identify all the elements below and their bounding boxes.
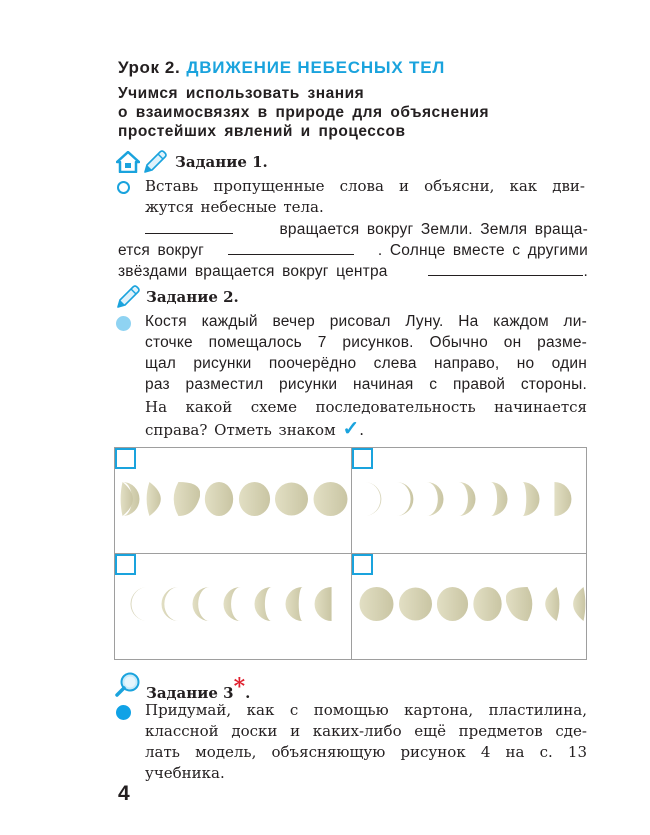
instruction-line: Вставь пропущенные слова и объясни, как дви- [145, 177, 585, 195]
moon-phase-icon [314, 587, 334, 621]
blank-field-2[interactable] [228, 240, 354, 255]
text-line: Костя каждый вечер рисовал Луну. На каждом ли- [145, 313, 587, 330]
moon-phase-icon [392, 482, 414, 516]
moon-phase-icon [488, 482, 510, 516]
moon-phase-icon [159, 587, 181, 621]
task2-bullet-icon [116, 316, 131, 331]
goal-line: Учимся использовать знания [118, 85, 365, 102]
task1-title: Задание 1. [175, 153, 268, 171]
fill-text: звёздами вращается вокруг центра [118, 263, 388, 280]
text-line: Придумай, как с помощью картона, пластилина, [145, 701, 587, 719]
task2-text [145, 311, 587, 395]
moon-phase-icon [360, 482, 382, 516]
question-text: справа? Отметь знаком [145, 421, 336, 439]
moon-phase-icon [472, 587, 503, 621]
moon-phase-icon [312, 482, 349, 516]
fill-text: ется вокруг [118, 242, 204, 259]
blank-field-3[interactable] [428, 261, 583, 276]
goal-line: о взаимосвязях в природе для объяснения [118, 104, 490, 121]
moon-phase-icon [221, 587, 243, 621]
grid-divider-horizontal [114, 553, 587, 554]
moon-phase-icon [274, 482, 309, 516]
moon-phase-icon [358, 587, 395, 621]
scheme-3-checkbox[interactable] [115, 554, 136, 575]
moon-phase-icon [520, 482, 542, 516]
lesson-goal [118, 84, 489, 141]
task3-title-end: . [245, 684, 251, 702]
task1-fill-in [118, 219, 588, 282]
instruction-line: жутся небесные тела. [145, 198, 324, 216]
moon-phase-icon [552, 482, 572, 516]
house-icon [116, 151, 140, 178]
moon-phase-icon [252, 587, 274, 621]
moon-phase-icon [145, 482, 169, 516]
question-line: На какой схеме последовательность начинается [145, 398, 587, 416]
moon-phase-icon [190, 587, 212, 621]
task3-text [145, 700, 587, 784]
difficulty-star-icon: * [233, 674, 246, 700]
task3-title-text: Задание 3 [146, 684, 234, 702]
text-line: сточке помещалось 7 рисунков. Обычно он разме- [145, 334, 587, 351]
scheme-4-checkbox[interactable] [352, 554, 373, 575]
lesson-number: Урок 2. [118, 58, 181, 77]
text-line: учебника. [145, 764, 225, 782]
scheme-3-moons [128, 587, 334, 621]
text-line: классной доски и каких-либо ещё предметов сде- [145, 722, 587, 740]
page-number: 4 [118, 782, 130, 805]
lesson-topic: ДВИЖЕНИЕ НЕБЕСНЫХ ТЕЛ [186, 58, 446, 77]
question-line [145, 418, 587, 441]
text-line: щал рисунки поочерёдно слева направо, но один [145, 355, 587, 372]
moon-phase-icon [424, 482, 446, 516]
task1-instruction [145, 176, 585, 218]
moon-phase-icon [128, 587, 150, 621]
fill-text: вращается вокруг Земли. Земля враща- [279, 221, 588, 238]
blank-field-1[interactable] [145, 219, 233, 234]
task2-title: Задание 2. [146, 288, 239, 306]
scheme-2-moons [360, 482, 572, 516]
lesson-title [118, 58, 445, 78]
scheme-1-moons [120, 482, 349, 516]
text-line: раз разместил рисунки начиная с правой стороны. [145, 376, 587, 393]
check-mark-icon: ✓ [342, 416, 360, 440]
scheme-1-checkbox[interactable] [115, 448, 136, 469]
question-end: . [359, 421, 365, 439]
moon-phase-icon [398, 587, 433, 621]
moon-phase-icon [172, 482, 200, 516]
text-line: лать модель, объясняющую рисунок 4 на с. 13 [145, 743, 587, 761]
task1-bullet-ring-icon [117, 181, 130, 194]
moon-phase-icon [436, 587, 469, 621]
scheme-4-moons [358, 587, 586, 621]
scheme-2-checkbox[interactable] [352, 448, 373, 469]
moon-phase-icon [506, 587, 534, 621]
moon-phase-icon [283, 587, 305, 621]
task2-question [145, 397, 587, 441]
moon-phase-icon [456, 482, 478, 516]
moon-phase-icon [537, 587, 561, 621]
moon-phase-icon [238, 482, 271, 516]
task3-bullet-icon [116, 705, 131, 720]
moon-phase-icon [203, 482, 235, 516]
fill-text: . Солнце вместе с другими [377, 242, 588, 259]
goal-line: простейших явлений и процессов [118, 123, 406, 140]
moon-phase-icon [564, 587, 586, 621]
fill-text: . [583, 263, 588, 280]
pen-icon [115, 284, 141, 315]
magnifier-icon [115, 672, 141, 703]
moon-phase-icon [120, 482, 142, 516]
